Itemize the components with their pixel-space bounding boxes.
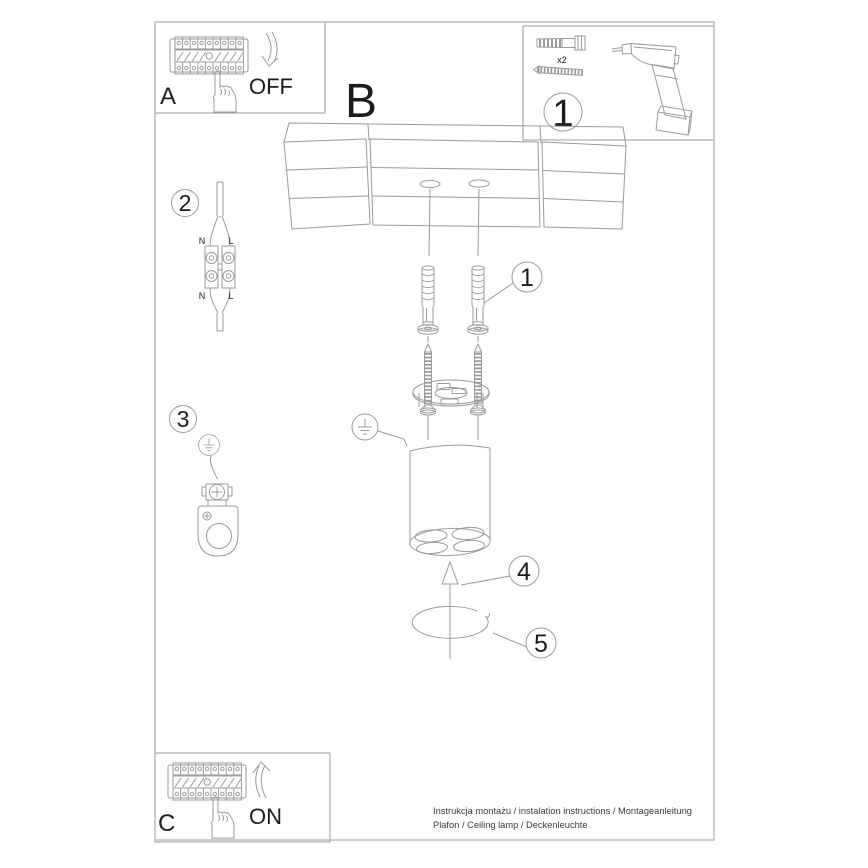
callout-1-leader [484, 283, 513, 303]
callout-1-number: 1 [520, 264, 534, 292]
rotate-arrow-icon [412, 606, 489, 638]
ground-leader [378, 431, 407, 446]
footer-line-1: Instrukcja montażu / instalation instructions / Montageanleitung [433, 806, 692, 816]
step-3-number: 3 [176, 406, 190, 432]
label-n-out: N [198, 291, 206, 301]
label-l-out: L [228, 291, 234, 301]
mounting-hole-right [469, 180, 489, 187]
section-b-label: B [345, 75, 378, 128]
kit-step-number: 1 [552, 93, 574, 135]
arrow-down-icon [262, 32, 278, 66]
mounting-hole-left [420, 180, 440, 187]
push-up-arrow-icon [442, 562, 458, 659]
box-c-power-on [158, 762, 282, 838]
callout-4-number: 4 [517, 558, 531, 586]
layout-frames [155, 22, 714, 842]
box-a-power-off [160, 32, 293, 112]
label-l-in: L [228, 236, 234, 246]
ceiling-drawing [284, 123, 626, 256]
breaker-panel-hand [170, 37, 248, 112]
breaker-panel-hand-c [168, 763, 246, 838]
wire-connector-drawing [205, 182, 235, 331]
main-frame [155, 22, 714, 840]
box-a-label: A [160, 83, 177, 110]
ground-icon [199, 435, 220, 456]
lamp-cylinder-drawing [409, 445, 490, 557]
footer-line-2: Plafon / Ceiling lamp / Deckenleuchte [433, 820, 588, 830]
fixing-hardware [413, 262, 542, 440]
box-c-on-label: ON [249, 804, 282, 829]
callout-5-number: 5 [534, 630, 548, 658]
ground-terminal-drawing [198, 456, 238, 556]
box-a-off-label: OFF [249, 74, 293, 99]
footer [433, 806, 692, 830]
box-c-label: C [158, 810, 176, 837]
lamp-ground-icon [352, 414, 378, 440]
step-wiring [172, 182, 236, 331]
anchor-quantity-label: x2 [557, 55, 567, 65]
callout-4-leader [461, 576, 510, 585]
arrow-up-icon [253, 762, 270, 798]
wall-plug-right [468, 266, 488, 334]
step-grounding [170, 406, 239, 557]
hole-leader-lines [429, 189, 479, 256]
lamp-assembly [352, 414, 556, 659]
label-n-in: N [198, 236, 206, 246]
screw-leader-lines [428, 415, 478, 440]
step-2-number: 2 [178, 190, 192, 216]
wall-plug-left [418, 266, 438, 334]
callout-5-leader [493, 633, 527, 647]
